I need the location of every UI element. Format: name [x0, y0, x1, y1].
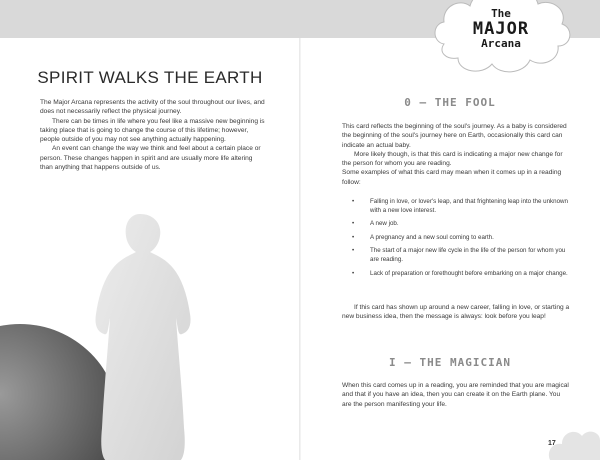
list-item [342, 270, 570, 279]
left-paragraph: An event can change the way we think and feel about a certain place or person. These changes happen in spirit and are usually more life altering than anything that happens outside of us. [40, 145, 261, 172]
magician-section-title: I – THE MAGICIAN [389, 356, 511, 369]
magician-section-body [342, 381, 570, 409]
fool-paragraph: More likely though, is that this card is indicating a major new change for the person for whom you are reading. [342, 150, 563, 168]
left-page [0, 38, 300, 460]
page-number: 17 [548, 440, 556, 447]
bullet-dot-icon: • [352, 233, 355, 241]
spirit-figure-illustration [78, 208, 208, 460]
list-item [342, 198, 570, 215]
list-item [342, 247, 570, 264]
bullet-dot-icon: • [352, 198, 355, 205]
bullet-text: Falling in love, or lover's leap, and that frightening leap into the unknown with a new love interest. [370, 198, 568, 214]
fool-paragraph: This card reflects the beginning of the soul's journey. As a baby is considered the beginning of the soul's journey here on Earth, occasionally this card can indicate an actual baby. [342, 123, 567, 149]
bullet-dot-icon: • [352, 269, 355, 277]
bullet-text: A pregnancy and a new soul coming to earth. [370, 233, 494, 241]
badge-major-text: MAJOR [472, 19, 530, 39]
fool-bullet-list [342, 198, 570, 283]
major-arcana-badge [430, 8, 572, 50]
bullet-dot-icon: • [352, 247, 355, 255]
book-gutter [299, 38, 301, 460]
badge-arcana-text: Arcana [481, 37, 521, 50]
left-paragraph: There can be times in life where you feel like a massive new beginning is taking place that is going to change the course of this lifetime; however, people outside of you may not see anything actually happening. [40, 117, 265, 144]
left-page-body [40, 98, 266, 172]
left-paragraph: The Major Arcana represents the activity of the soul throughout our lives, and does not necessarily reflect the physical journey. [40, 99, 265, 116]
fool-closing-paragraph: If this card has shown up around a new career, falling in love, or starting a new business idea, then the message is always: look before you leap! [342, 304, 570, 321]
fool-paragraph: Some examples of what this card may mean when it comes up in a reading follow: [342, 169, 562, 186]
bullet-text: Lack of preparation or forethought before embarking on a major change. [370, 269, 568, 277]
bullet-dot-icon: • [352, 220, 355, 228]
bullet-text: A new job. [370, 220, 399, 228]
magician-paragraph: When this card comes up in a reading, you are reminded that you are magical and that if you have an idea, then you can create it on the Earth plane. You are the person manifesting your life. [342, 382, 569, 408]
fool-section-body [342, 122, 570, 187]
list-item [342, 234, 570, 243]
left-page-title: SPIRIT WALKS THE EARTH [37, 68, 263, 87]
badge-the-text: The [491, 7, 511, 20]
bullet-text: The start of a major new life cycle in the life of the person for whom you are reading. [370, 247, 566, 263]
right-page [300, 38, 600, 460]
fool-section-title: 0 – THE FOOL [404, 96, 496, 109]
list-item [342, 220, 570, 229]
corner-cloud-decoration [540, 400, 600, 460]
